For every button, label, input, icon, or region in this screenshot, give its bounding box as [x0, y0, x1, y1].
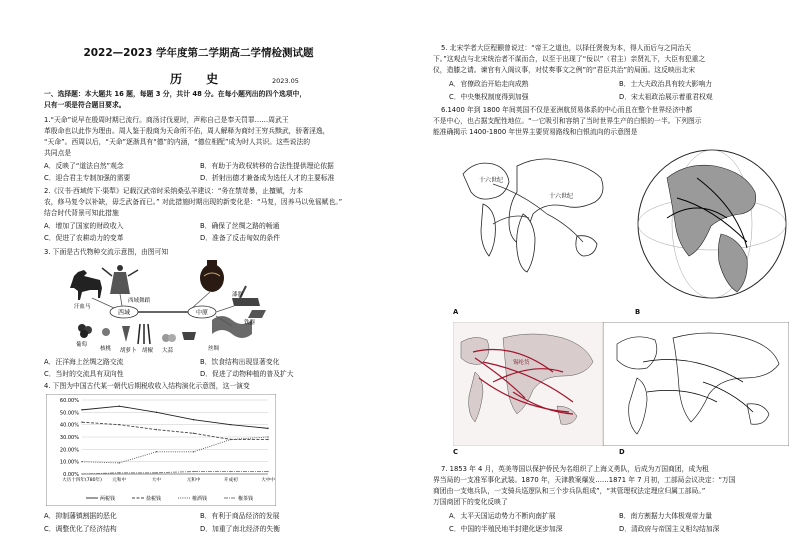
- q2-option-b[interactable]: B．确保了丝绸之路的畅通: [200, 222, 280, 230]
- q3-option-b[interactable]: B．饮食结构出现显著变化: [200, 358, 280, 366]
- y-tick-label: 40.00%: [59, 422, 79, 429]
- data-point: [81, 422, 82, 423]
- data-point: [81, 473, 82, 474]
- x-tick-label: 大中: [151, 478, 162, 483]
- x-tick-label: 大历十四年(780年): [62, 478, 102, 483]
- map-a-label-2: 十六世纪: [549, 193, 574, 200]
- q4-option-c[interactable]: C．调整优化了经济结构: [44, 525, 117, 533]
- q7-line3: 商团由一支炮兵队，一支骑兵巡逻队和三个步兵队组成”，“其管理权法定理应归属工部局。”: [433, 487, 706, 495]
- q7-option-a[interactable]: A．太平天国运动势力不断向南扩展: [449, 512, 556, 520]
- legend-label: 権茶钱: [238, 496, 254, 502]
- data-point: [267, 471, 268, 472]
- q4-option-a[interactable]: A．抑制藩镇割据的恶化: [44, 512, 117, 520]
- map-a-letter: A: [453, 308, 459, 316]
- y-tick-label: 50.00%: [59, 410, 79, 417]
- q5-option-a[interactable]: A．官僚政治开始走向成熟: [449, 80, 529, 88]
- dancer-figure: [102, 265, 138, 294]
- q2-option-a[interactable]: A．增加了国家的财政收入: [44, 222, 124, 230]
- map-a: [453, 144, 613, 304]
- q2-option-d[interactable]: D．准备了反击匈奴的条件: [200, 234, 280, 242]
- y-tick-label: 20.00%: [59, 447, 79, 454]
- map-b: [637, 138, 787, 310]
- exam-title: 2022—2023 学年度第二学期高二学情检测试题: [83, 47, 314, 59]
- right-column: [397, 0, 794, 560]
- map-a-label-1: 十六世纪: [479, 177, 504, 184]
- chart-frame: [46, 394, 276, 506]
- data-point: [230, 424, 231, 425]
- hanxue-label: 汗血马: [74, 304, 91, 310]
- q7-line4: 万国商团下的变化反映了: [433, 498, 508, 506]
- xiyu-label: 西域: [117, 309, 131, 317]
- xiyu-wudao-label: 西域舞蹈: [128, 298, 151, 304]
- hetao-label: 核桃: [100, 346, 112, 352]
- data-point: [230, 439, 231, 440]
- x-tick-label: 大中中: [261, 478, 275, 483]
- q6-line1: 6.1400 年到 1800 年间英国不仅是亚洲航贸易体系的中心而且在整个世界经济中都: [441, 106, 693, 114]
- horse-figure: [70, 270, 102, 300]
- q2-line1: 2.《汉书·西域传下·渠犁》记载汉武帝时采纳桑弘羊建议：“务在禁苛暴，止擅赋，力本: [44, 187, 304, 195]
- data-point: [119, 472, 120, 473]
- q2-option-c[interactable]: C．促进了农耕动力的变革: [44, 234, 124, 242]
- q6-line3: 能准确揭示 1400-1800 年世界主要贸易路线和白银流向的示意图是: [433, 128, 638, 136]
- q1-option-b[interactable]: B．有助于为政权转移的合法性提供理论依据: [200, 162, 334, 170]
- data-point: [81, 461, 82, 462]
- ciqi-label: 漆器: [232, 292, 244, 298]
- section-intro-line2: 只有一项是符合题目要求。: [44, 101, 126, 109]
- x-tick-label: 元和中: [186, 478, 201, 483]
- sichou-label: 丝绸: [208, 346, 220, 352]
- section-intro-line1: 一、选择题：本大题共 16 题，每题 3 分，共计 48 分。在每小题列出的四个选项中，: [44, 90, 307, 98]
- putao-label: 葡萄: [76, 342, 88, 348]
- x-tick-label: 元和中: [112, 478, 127, 483]
- q1-option-c[interactable]: C．迎合君主专制加强的需要: [44, 174, 131, 182]
- y-tick-label: 10.00%: [59, 459, 79, 466]
- map-b-letter: B: [635, 308, 641, 316]
- tax-chart: [46, 394, 276, 506]
- q7-line1: 7. 1853 年 4 月，英美等国以保护侨民为名组织了上海义勇队，后成为万国商团，成为租: [441, 465, 709, 473]
- exchange-diagram: [62, 258, 274, 358]
- huluobo-label: 胡萝卜: [120, 348, 137, 354]
- hujiao-label: 胡椒: [142, 348, 154, 354]
- map-c-letter: C: [453, 448, 458, 456]
- x-tick-label: 开成初: [223, 478, 238, 483]
- q4-option-b[interactable]: B．有利于商品经济的发展: [200, 512, 280, 520]
- y-tick-label: 60.00%: [59, 398, 79, 404]
- vase-figure: [200, 260, 224, 292]
- data-point: [119, 405, 120, 406]
- map-c: [453, 322, 603, 446]
- data-point: [193, 433, 194, 434]
- q2-line2: 农，修马复令以补缺，毋乏武备而已。” 对此措施时期出现的新变化是：“马复，因养马以免徭赋也。”: [44, 198, 343, 206]
- q7-option-c[interactable]: C．中国的半殖民地半封建化逐步加深: [449, 525, 563, 533]
- data-point: [193, 419, 194, 420]
- map-d: [603, 322, 789, 446]
- q5-line1: 5. 北宋学者大臣程颢曾说过：“帝王之道也，以择任贤俊为本，得人而后与之同治天: [441, 44, 692, 52]
- q7-line2: 界当局的一支准军事化武装。1870 年，天津教案爆发……1871 年 7 月初，工部局会议决定：“万国: [433, 476, 736, 484]
- data-point: [156, 451, 157, 452]
- zhongyuan-label: 中原: [195, 309, 209, 317]
- data-point: [119, 424, 120, 425]
- q5-line3: 仪，造膝之请。谏官有入阁议事，对仗奏事文之例”的“君臣共治”的局面。这反映出北宋: [433, 66, 696, 74]
- q7-option-b[interactable]: B．南方割据力大体极观帝力量: [619, 512, 713, 520]
- data-point: [156, 412, 157, 413]
- q1-line2: 革殷命也以此作为理由。周人鉴于殷商为天命所不佑，周人解释为商纣王穷兵黩武，骄奢淫逸，: [44, 127, 330, 135]
- data-point: [119, 462, 120, 463]
- map-c-label: 锡纶货: [513, 360, 530, 366]
- data-point: [156, 429, 157, 430]
- subject-title: 历 史: [170, 72, 229, 86]
- produce-figures: [78, 324, 196, 344]
- iron-tools-figure: [232, 286, 266, 318]
- q1-line1: 1.“天命”说早在殷周时期已流行。商汤讨伐夏时，声称自己是奉天罚罪……周武王: [44, 116, 289, 124]
- dasuan-label: 大蒜: [162, 348, 174, 354]
- q3-stem: 3. 下面是古代物种交流示意图，由图可知: [44, 248, 169, 256]
- q1-option-a[interactable]: A．反映了“道法自然”观念: [44, 162, 124, 170]
- q1-line4: 共同点是: [44, 149, 72, 157]
- q5-option-b[interactable]: B．士大夫政治具有较大影响力: [619, 80, 713, 88]
- legend-label: 榷酒钱: [192, 496, 208, 502]
- q4-stem: 4. 下图为中国古代某一朝代后期税收收入结构演化示意图，这一演变: [44, 382, 250, 390]
- q2-line3: 结合时代背景可知此措施: [44, 209, 119, 217]
- y-tick-label: 30.00%: [59, 435, 79, 441]
- q1-option-d[interactable]: D．折射出德才兼备成为选任人才的主要标准: [200, 174, 335, 182]
- q5-option-d[interactable]: D．宋太祖政治展示着重君权观: [619, 93, 713, 101]
- data-point: [267, 439, 268, 440]
- map-d-letter: D: [619, 448, 625, 456]
- legend-label: 盐税钱: [146, 496, 162, 502]
- q5-line2: 下。”这观点与北宋统治者不谋而合，以至于出现了“佞以”（君主）亲贤礼下，大臣有犯重之: [433, 55, 706, 63]
- tieqi-label: 铁器: [244, 320, 256, 326]
- q3-option-d[interactable]: D．促进了动物种植的普及扩大: [200, 370, 294, 378]
- q3-option-a[interactable]: A．汪洋海上丝绸之路交流: [44, 358, 124, 366]
- q6-line2: 不是中心，也占据支配性地位。“一它吸引和容纳了当时世界生产的白银的一半。下列图示: [433, 117, 702, 125]
- q5-option-c[interactable]: C．中央集权制度得到加强: [449, 93, 529, 101]
- data-point: [156, 472, 157, 473]
- y-tick-label: 0.00%: [63, 472, 79, 478]
- q7-option-d[interactable]: D．清政府与帝国主义相勾结加深: [619, 525, 720, 533]
- exam-date: 2023.05: [272, 77, 299, 85]
- q4-option-d[interactable]: D．加重了南北经济的失衡: [200, 525, 280, 533]
- data-point: [193, 451, 194, 452]
- data-point: [193, 471, 194, 472]
- data-point: [81, 409, 82, 410]
- data-point: [267, 436, 268, 437]
- q3-option-c[interactable]: C．当时的交流具有双向性: [44, 370, 124, 378]
- q1-line3: “天命”。西周以后，“天命”逐渐具有“德”的内涵，“德位相配”成为时人共识。这些说法的: [44, 138, 311, 146]
- data-point: [267, 428, 268, 429]
- legend-label: 两税钱: [100, 496, 116, 502]
- data-point: [230, 471, 231, 472]
